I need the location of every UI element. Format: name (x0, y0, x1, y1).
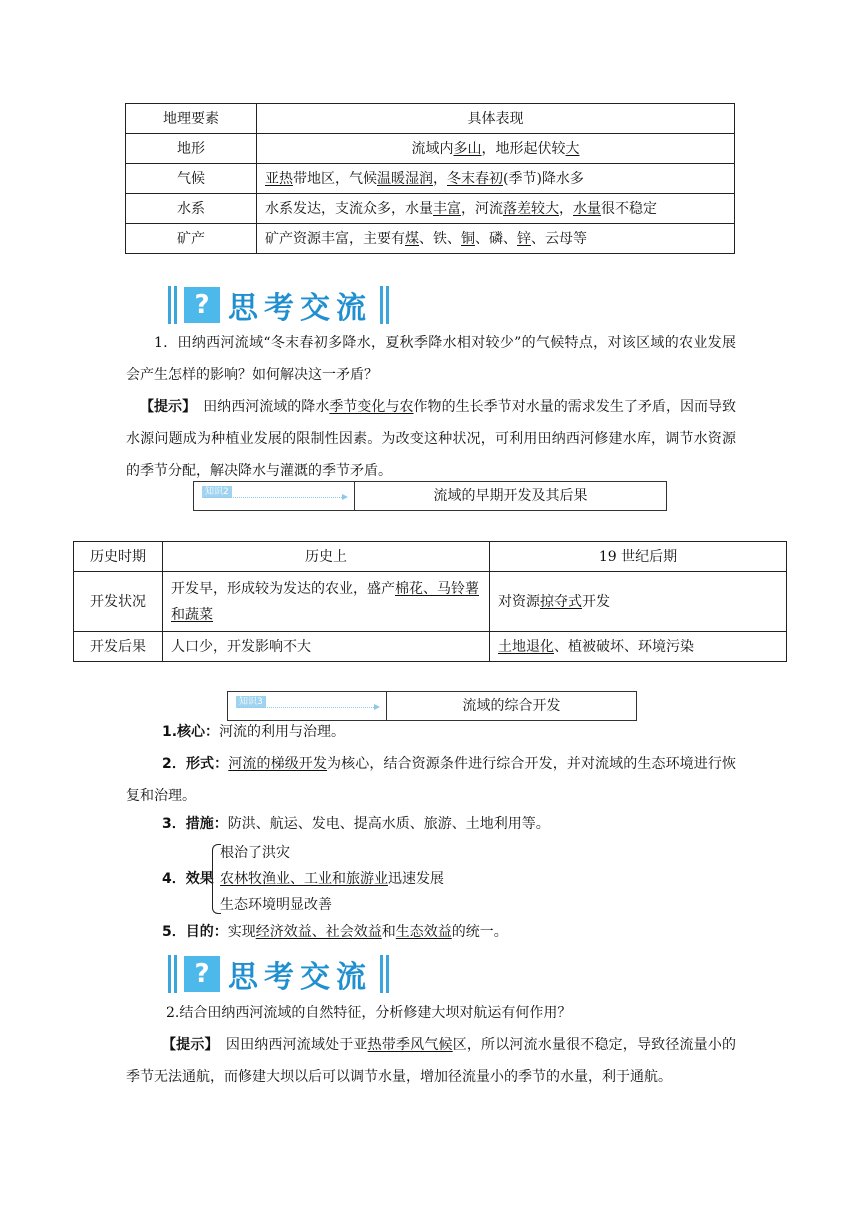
table-row-value: 矿产资源丰富，主要有煤、铁、铜、磷、锌、云母等 (257, 224, 735, 254)
effect-line: 根治了洪灾 (220, 845, 290, 861)
effect-line: 生态环境明显改善 (220, 897, 332, 913)
arrow-icon (238, 707, 378, 708)
table-row-key: 开发后果 (74, 632, 163, 662)
table-cell: 土地退化、植被破坏、环境污染 (490, 632, 787, 662)
list-item-effects: 4．效果 根治了洪灾 农林牧渔业、工业和旅游业迅速发展 生态环境明显改善 (162, 840, 736, 918)
table-row-key: 地形 (126, 134, 257, 164)
table-cell: 开发早，形成较为发达的农业，盛产棉花、马铃薯和蔬菜 (163, 572, 490, 632)
question-icon: ? (184, 956, 220, 992)
list-item-goal: 5．目的：实现经济效益、社会效益和生态效益的统一。 (162, 924, 508, 940)
hint-2: 【提示】 因田纳西河流域处于亚热带季风气候区，所以河流水量很不稳定，导致径流量小的季节无法通航，而修建大坝以后可以调节水量，增加径流量小的季节的水量，利于通航。 (126, 1037, 737, 1085)
section-tag: 知识3 (228, 692, 387, 720)
banner-bar (386, 955, 389, 993)
table-header: 历史时期 (74, 542, 163, 572)
question-icon: ? (184, 287, 220, 323)
table-header: 19 世纪后期 (490, 542, 787, 572)
table-row-key: 气候 (126, 164, 257, 194)
history-table (73, 541, 787, 662)
section-title: 流域的综合开发 (462, 698, 561, 714)
table-header: 具体表现 (257, 104, 735, 134)
hint-1: 【提示】 田纳西河流域的降水季节变化与农作物的生长季节对水量的需求发生了矛盾，因而导致水源问题成为种植业发展的限制性因素。为改变这种状况，可利用田纳西河修建水库，调节水资源的季节分配，解决降水与灌溉的季节矛盾。 (126, 399, 737, 479)
table-row-key: 开发状况 (74, 572, 163, 632)
table-row-key: 水系 (126, 194, 257, 224)
effect-line: 农林牧渔业、工业和旅游业迅速发展 (220, 871, 444, 887)
banner-title: 思考交流 (228, 291, 372, 326)
banner-bar (380, 286, 383, 324)
table-row-key: 矿产 (126, 224, 257, 254)
table-row-value: 亚热带地区，气候温暖湿润，冬末春初(季节)降水多 (257, 164, 735, 194)
banner-bar (174, 955, 177, 993)
section-tag: 知识2 (194, 482, 355, 510)
table-cell: 对资源掠夺式开发 (490, 572, 787, 632)
arrow-icon (204, 497, 346, 498)
question-1: 1．田纳西河流域“冬末春初多降水，夏秋季降水相对较少”的气候特点，对该区域的农业发展会产生怎样的影响？如何解决这一矛盾？ (126, 335, 736, 383)
table-header: 历史上 (163, 542, 490, 572)
banner-bar (386, 286, 389, 324)
think-exchange-banner (168, 953, 392, 995)
banner-title: 思考交流 (228, 960, 372, 995)
list-item-core: 1.核心：河流的利用与治理。 (162, 724, 346, 740)
think-exchange-banner (168, 284, 392, 326)
geo-elements-table (125, 103, 735, 254)
table-cell: 人口少，开发影响不大 (163, 632, 490, 662)
section-header-early-development (193, 481, 667, 511)
table-header: 地理要素 (126, 104, 257, 134)
banner-bar (380, 955, 383, 993)
section-title: 流域的早期开发及其后果 (433, 488, 588, 504)
table-row-value: 水系发达，支流众多，水量丰富，河流落差较大，水量很不稳定 (257, 194, 735, 224)
list-item-form: 2．形式：河流的梯级开发为核心，结合资源条件进行综合开发，并对流域的生态环境进行恢复和治理。 (126, 756, 737, 804)
banner-bar (174, 286, 177, 324)
banner-bar (168, 955, 171, 993)
table-row-value: 流域内多山，地形起伏较大 (257, 134, 735, 164)
list-item-measures: 3．措施：防洪、航运、发电、提高水质、旅游、土地利用等。 (162, 816, 550, 832)
question-2: 2.结合田纳西河流域的自然特征，分析修建大坝对航运有何作用？ (166, 1005, 572, 1021)
banner-bar (168, 286, 171, 324)
